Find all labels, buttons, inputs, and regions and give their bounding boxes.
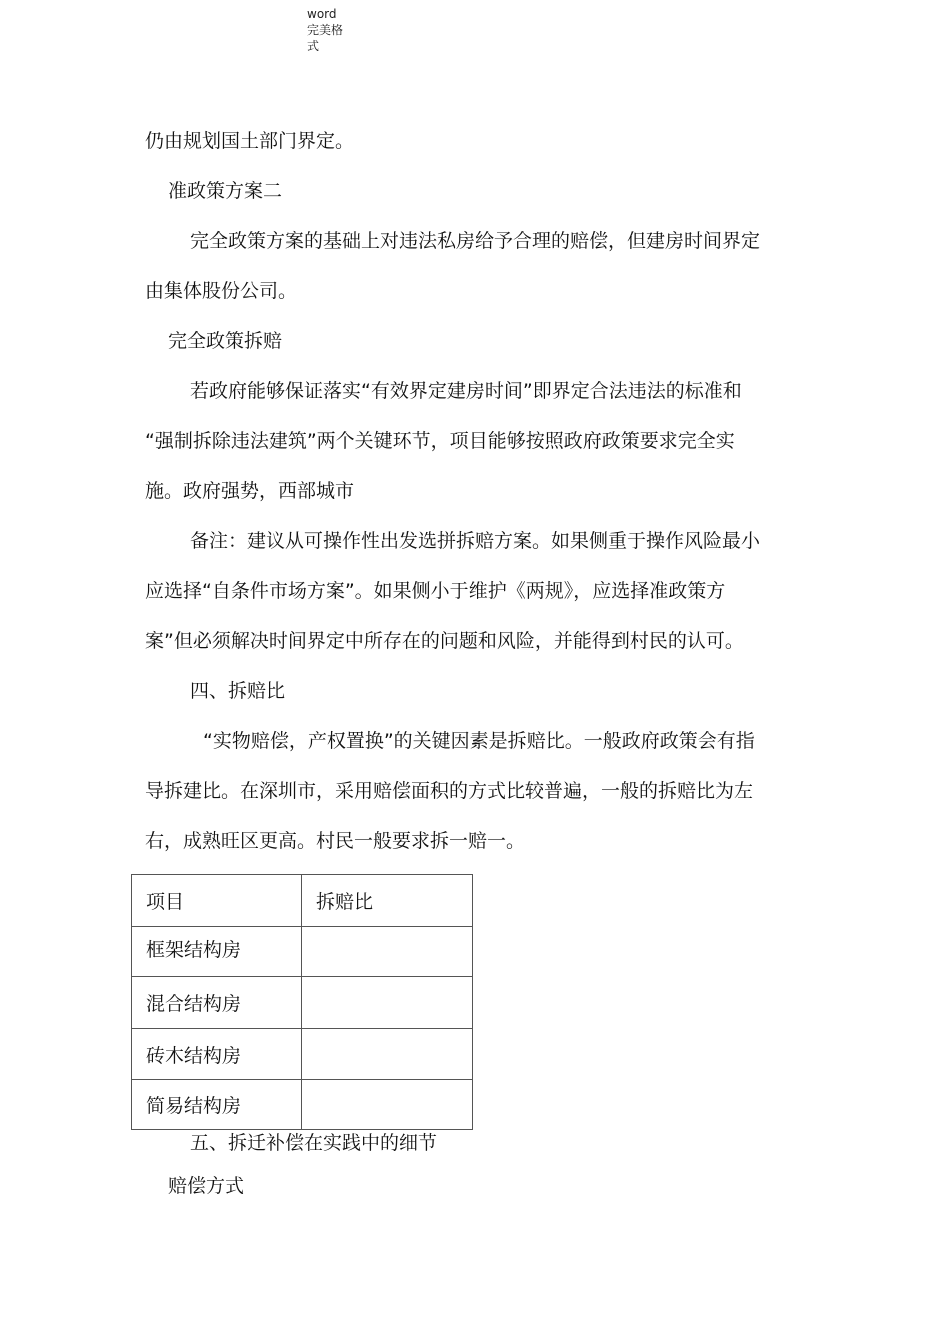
section-heading: 完全政策拆赔 [168, 330, 283, 352]
table-row [132, 977, 473, 1029]
table-cell: 砖木结构房 [132, 1029, 302, 1080]
table-header-row [132, 875, 473, 927]
section-heading: 赔偿方式 [168, 1175, 245, 1197]
paragraph-line: 由集体股份公司。 [145, 280, 298, 302]
table-cell [302, 1029, 473, 1080]
paragraph-line: “实物赔偿，产权置换”的关键因素是拆赔比。一般政府政策会有指 [203, 730, 755, 752]
table-row [132, 927, 473, 977]
table-row [132, 1080, 473, 1130]
paragraph-line: 备注：建议从可操作性出发选拼拆赔方案。如果侧重于操作风险最小 [190, 530, 761, 552]
table-cell: 简易结构房 [132, 1080, 302, 1130]
section-heading: 五、拆迁补偿在实践中的细节 [190, 1132, 438, 1154]
section-heading: 四、拆赔比 [190, 680, 286, 702]
paragraph-line: 导拆建比。在深圳市，采用赔偿面积的方式比较普遍，一般的拆赔比为左 [145, 780, 754, 802]
paragraph-line: 仍由规划国土部门界定。 [145, 130, 355, 152]
paragraph-line: 应选择“自条件市场方案”。如果侧小于维护《两规》，应选择准政策方 [145, 580, 726, 602]
paragraph-line: 施。政府强势，西部城市 [145, 480, 355, 502]
table-header-cell: 项目 [132, 875, 302, 927]
paragraph-line: 完全政策方案的基础上对违法私房给予合理的赔偿，但建房时间界定 [190, 230, 761, 252]
table-cell [302, 927, 473, 977]
section-heading: 准政策方案二 [168, 180, 283, 202]
table-cell: 框架结构房 [132, 927, 302, 977]
demolition-ratio-table [131, 874, 473, 1130]
table-row [132, 1029, 473, 1080]
paragraph-line: 若政府能够保证落实“有效界定建房时间”即界定合法违法的标准和 [190, 380, 742, 402]
table-cell [302, 977, 473, 1029]
table-header-cell: 拆赔比 [302, 875, 473, 927]
paragraph-line: “强制拆除违法建筑”两个关键环节，项目能够按照政府政策要求完全实 [145, 430, 735, 452]
table-cell [302, 1080, 473, 1130]
header-line-2: 完美格 [307, 23, 344, 37]
table-cell: 混合结构房 [132, 977, 302, 1029]
header-watermark [307, 6, 343, 54]
header-line-3: 式 [307, 39, 320, 53]
paragraph-line: 右，成熟旺区更高。村民一般要求拆一赔一。 [145, 830, 526, 852]
paragraph-line: 案”但必须解决时间界定中所存在的问题和风险，并能得到村民的认可。 [145, 630, 744, 652]
header-line-1: word [307, 7, 337, 21]
